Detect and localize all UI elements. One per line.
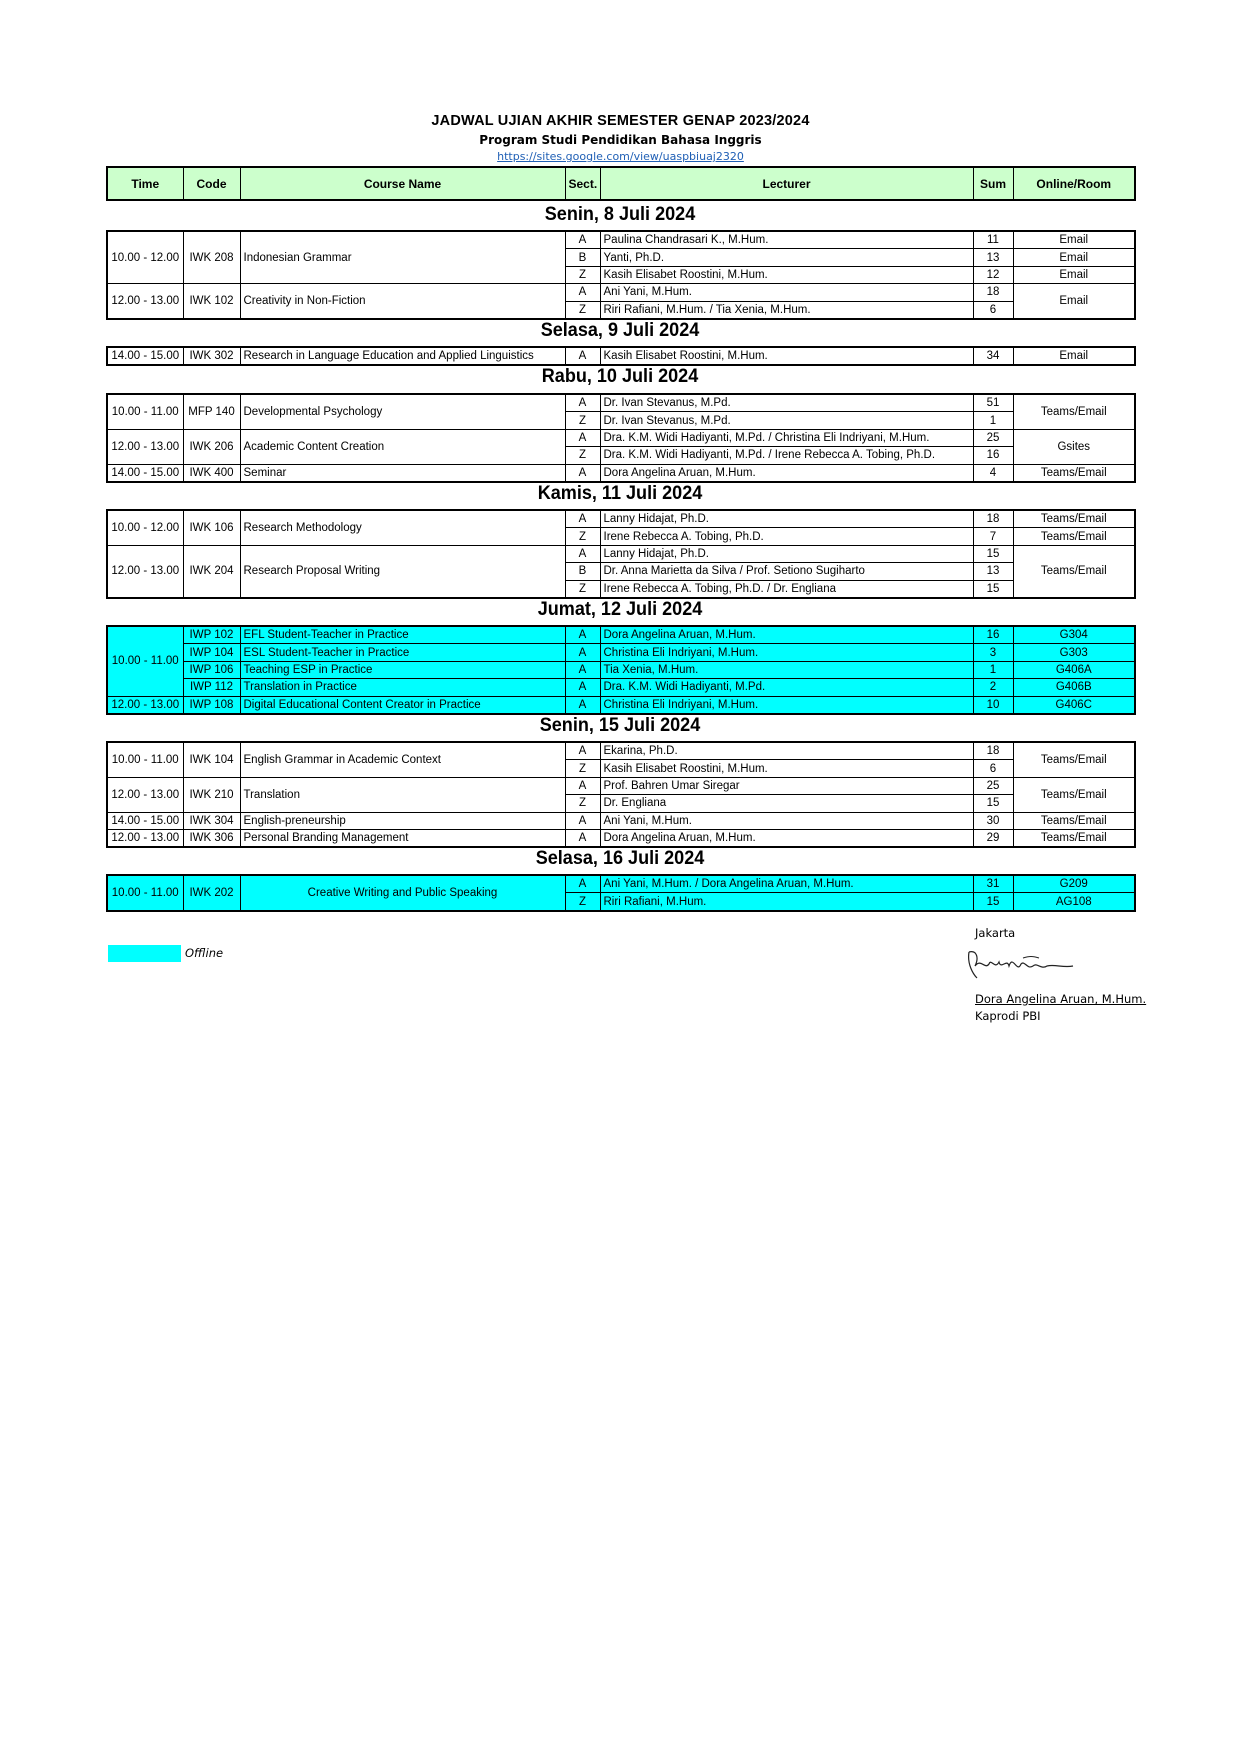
time-cell: 12.00 - 13.00 xyxy=(107,829,183,847)
room-cell: Teams/Email xyxy=(1013,464,1135,482)
code-cell: IWK 304 xyxy=(183,812,240,829)
room-cell: Teams/Email xyxy=(1013,742,1135,777)
sum-cell: 31 xyxy=(973,875,1013,893)
course-cell: Developmental Psychology xyxy=(240,394,565,429)
day-table xyxy=(106,625,1136,715)
lecturer-cell: Dora Angelina Aruan, M.Hum. xyxy=(600,626,973,644)
course-cell: Seminar xyxy=(240,464,565,482)
code-cell: IWP 108 xyxy=(183,696,240,714)
sum-cell: 16 xyxy=(973,447,1013,464)
sect-cell: B xyxy=(565,563,600,580)
table-row xyxy=(107,394,1135,412)
table-row xyxy=(107,626,1135,644)
sum-cell: 30 xyxy=(973,812,1013,829)
table-row xyxy=(107,231,1135,249)
table-row xyxy=(107,829,1135,847)
sum-cell: 34 xyxy=(973,347,1013,365)
sect-cell: A xyxy=(565,464,600,482)
time-cell: 10.00 - 11.00 xyxy=(107,875,183,911)
room-cell: G209 xyxy=(1013,875,1135,893)
table-row xyxy=(107,696,1135,714)
sect-cell: A xyxy=(565,696,600,714)
sum-cell: 1 xyxy=(973,412,1013,429)
table-row xyxy=(107,510,1135,528)
time-cell: 10.00 - 11.00 xyxy=(107,626,183,696)
time-cell: 14.00 - 15.00 xyxy=(107,812,183,829)
lecturer-cell: Ekarina, Ph.D. xyxy=(600,742,973,760)
col-time: Time xyxy=(107,167,183,200)
code-cell: IWK 204 xyxy=(183,545,240,598)
day-table xyxy=(106,741,1136,848)
lecturer-cell: Christina Eli Indriyani, M.Hum. xyxy=(600,696,973,714)
col-course: Course Name xyxy=(240,167,565,200)
sum-cell: 25 xyxy=(973,429,1013,446)
lecturer-cell: Ani Yani, M.Hum. xyxy=(600,812,973,829)
room-cell: Email xyxy=(1013,266,1135,283)
sum-cell: 13 xyxy=(973,249,1013,266)
legend-offline-swatch xyxy=(108,945,181,962)
sum-cell: 16 xyxy=(973,626,1013,644)
room-cell: G303 xyxy=(1013,644,1135,661)
room-cell: G406C xyxy=(1013,696,1135,714)
lecturer-cell: Kasih Elisabet Roostini, M.Hum. xyxy=(600,347,973,365)
code-cell: IWK 210 xyxy=(183,777,240,812)
room-cell: Teams/Email xyxy=(1013,528,1135,545)
sect-cell: A xyxy=(565,347,600,365)
day-heading: Selasa, 16 Juli 2024 xyxy=(535,848,705,869)
course-cell: Academic Content Creation xyxy=(240,429,565,464)
sum-cell: 15 xyxy=(973,893,1013,911)
sum-cell: 2 xyxy=(973,679,1013,696)
code-cell: IWK 306 xyxy=(183,829,240,847)
sect-cell: Z xyxy=(565,266,600,283)
sect-cell: Z xyxy=(565,301,600,319)
time-cell: 12.00 - 13.00 xyxy=(107,429,183,464)
page-title: JADWAL UJIAN AKHIR SEMESTER GENAP 2023/2024 xyxy=(431,113,810,129)
table-row xyxy=(107,464,1135,482)
time-cell: 12.00 - 13.00 xyxy=(107,696,183,714)
signature-name: Dora Angelina Aruan, M.Hum. xyxy=(975,992,1147,1006)
col-lecturer: Lecturer xyxy=(600,167,973,200)
time-cell: 10.00 - 12.00 xyxy=(107,510,183,545)
site-link[interactable]: https://sites.google.com/view/uaspbiuaj2320 xyxy=(497,150,744,163)
course-cell: Creative Writing and Public Speaking xyxy=(240,875,565,911)
lecturer-cell: Paulina Chandrasari K., M.Hum. xyxy=(600,231,973,249)
signature-city: Jakarta xyxy=(975,926,1016,940)
time-cell: 14.00 - 15.00 xyxy=(107,347,183,365)
page-subtitle: Program Studi Pendidikan Bahasa Inggris xyxy=(479,133,762,147)
sum-cell: 13 xyxy=(973,563,1013,580)
course-cell: Creativity in Non-Fiction xyxy=(240,284,565,319)
sect-cell: Z xyxy=(565,893,600,911)
sect-cell: B xyxy=(565,249,600,266)
sect-cell: A xyxy=(565,545,600,562)
sect-cell: A xyxy=(565,679,600,696)
room-cell: Email xyxy=(1013,231,1135,249)
code-cell: IWP 112 xyxy=(183,679,240,696)
col-room: Online/Room xyxy=(1013,167,1135,200)
lecturer-cell: Lanny Hidajat, Ph.D. xyxy=(600,510,973,528)
day-table xyxy=(106,393,1136,483)
room-cell: Teams/Email xyxy=(1013,394,1135,429)
sum-cell: 7 xyxy=(973,528,1013,545)
sum-cell: 51 xyxy=(973,394,1013,412)
sect-cell: A xyxy=(565,644,600,661)
lecturer-cell: Dr. Anna Marietta da Silva / Prof. Setiono Sugiharto xyxy=(600,563,973,580)
room-cell: AG108 xyxy=(1013,893,1135,911)
room-cell: G304 xyxy=(1013,626,1135,644)
lecturer-cell: Kasih Elisabet Roostini, M.Hum. xyxy=(600,760,973,777)
code-cell: IWK 206 xyxy=(183,429,240,464)
sect-cell: Z xyxy=(565,528,600,545)
column-header xyxy=(106,166,1136,201)
time-cell: 12.00 - 13.00 xyxy=(107,284,183,319)
sect-cell: A xyxy=(565,742,600,760)
room-cell: G406A xyxy=(1013,661,1135,678)
course-cell: Research Proposal Writing xyxy=(240,545,565,598)
time-cell: 10.00 - 11.00 xyxy=(107,394,183,429)
table-row xyxy=(107,429,1135,446)
room-cell: Gsites xyxy=(1013,429,1135,464)
sum-cell: 3 xyxy=(973,644,1013,661)
code-cell: IWP 102 xyxy=(183,626,240,644)
room-cell: G406B xyxy=(1013,679,1135,696)
code-cell: IWP 106 xyxy=(183,661,240,678)
table-row xyxy=(107,284,1135,301)
sect-cell: Z xyxy=(565,760,600,777)
course-cell: Translation xyxy=(240,777,565,812)
day-heading: Kamis, 11 Juli 2024 xyxy=(537,483,703,504)
col-code: Code xyxy=(183,167,240,200)
room-cell: Teams/Email xyxy=(1013,812,1135,829)
code-cell: IWK 208 xyxy=(183,231,240,284)
course-cell: English Grammar in Academic Context xyxy=(240,742,565,777)
sect-cell: A xyxy=(565,777,600,794)
sect-cell: A xyxy=(565,231,600,249)
time-cell: 10.00 - 12.00 xyxy=(107,231,183,284)
sum-cell: 15 xyxy=(973,580,1013,598)
course-cell: Research in Language Education and Applied Linguistics xyxy=(240,347,565,365)
course-cell: Indonesian Grammar xyxy=(240,231,565,284)
lecturer-cell: Ani Yani, M.Hum. xyxy=(600,284,973,301)
room-cell: Teams/Email xyxy=(1013,510,1135,528)
day-heading: Selasa, 9 Juli 2024 xyxy=(540,320,700,341)
sum-cell: 10 xyxy=(973,696,1013,714)
sect-cell: Z xyxy=(565,580,600,598)
day-heading: Senin, 15 Juli 2024 xyxy=(539,715,701,736)
lecturer-cell: Dra. K.M. Widi Hadiyanti, M.Pd. / Irene Rebecca A. Tobing, Ph.D. xyxy=(600,447,973,464)
room-cell: Email xyxy=(1013,284,1135,319)
lecturer-cell: Dra. K.M. Widi Hadiyanti, M.Pd. / Christina Eli Indriyani, M.Hum. xyxy=(600,429,973,446)
time-cell: 10.00 - 11.00 xyxy=(107,742,183,777)
lecturer-cell: Ani Yani, M.Hum. / Dora Angelina Aruan, M.Hum. xyxy=(600,875,973,893)
day-table xyxy=(106,346,1136,366)
lecturer-cell: Christina Eli Indriyani, M.Hum. xyxy=(600,644,973,661)
room-cell: Teams/Email xyxy=(1013,777,1135,812)
table-row xyxy=(107,347,1135,365)
time-cell: 12.00 - 13.00 xyxy=(107,545,183,598)
course-cell: Teaching ESP in Practice xyxy=(240,661,565,678)
code-cell: IWK 202 xyxy=(183,875,240,911)
sum-cell: 6 xyxy=(973,760,1013,777)
day-table xyxy=(106,509,1136,599)
code-cell: IWK 106 xyxy=(183,510,240,545)
sect-cell: A xyxy=(565,284,600,301)
course-cell: ESL Student-Teacher in Practice xyxy=(240,644,565,661)
code-cell: IWK 102 xyxy=(183,284,240,319)
course-cell: Translation in Practice xyxy=(240,679,565,696)
code-cell: IWK 302 xyxy=(183,347,240,365)
table-row xyxy=(107,545,1135,562)
sect-cell: A xyxy=(565,429,600,446)
day-heading: Jumat, 12 Juli 2024 xyxy=(537,599,703,620)
time-cell: 12.00 - 13.00 xyxy=(107,777,183,812)
sect-cell: Z xyxy=(565,795,600,812)
table-row xyxy=(107,777,1135,794)
lecturer-cell: Irene Rebecca A. Tobing, Ph.D. / Dr. Engliana xyxy=(600,580,973,598)
lecturer-cell: Dr. Engliana xyxy=(600,795,973,812)
lecturer-cell: Dr. Ivan Stevanus, M.Pd. xyxy=(600,394,973,412)
room-cell: Email xyxy=(1013,347,1135,365)
lecturer-cell: Dora Angelina Aruan, M.Hum. xyxy=(600,464,973,482)
code-cell: IWP 104 xyxy=(183,644,240,661)
sect-cell: A xyxy=(565,812,600,829)
sum-cell: 1 xyxy=(973,661,1013,678)
legend-offline-label: Offline xyxy=(185,946,224,960)
signature-image xyxy=(963,944,1083,984)
sum-cell: 15 xyxy=(973,795,1013,812)
lecturer-cell: Kasih Elisabet Roostini, M.Hum. xyxy=(600,266,973,283)
sum-cell: 18 xyxy=(973,510,1013,528)
sum-cell: 25 xyxy=(973,777,1013,794)
lecturer-cell: Dr. Ivan Stevanus, M.Pd. xyxy=(600,412,973,429)
sum-cell: 6 xyxy=(973,301,1013,319)
room-cell: Teams/Email xyxy=(1013,545,1135,598)
course-cell: Personal Branding Management xyxy=(240,829,565,847)
lecturer-cell: Yanti, Ph.D. xyxy=(600,249,973,266)
sect-cell: A xyxy=(565,626,600,644)
table-row xyxy=(107,644,1135,661)
lecturer-cell: Dra. K.M. Widi Hadiyanti, M.Pd. xyxy=(600,679,973,696)
day-table xyxy=(106,874,1136,912)
lecturer-cell: Riri Rafiani, M.Hum. / Tia Xenia, M.Hum. xyxy=(600,301,973,319)
day-table xyxy=(106,230,1136,320)
lecturer-cell: Riri Rafiani, M.Hum. xyxy=(600,893,973,911)
lecturer-cell: Dora Angelina Aruan, M.Hum. xyxy=(600,829,973,847)
table-row xyxy=(107,875,1135,893)
sect-cell: A xyxy=(565,661,600,678)
lecturer-cell: Prof. Bahren Umar Siregar xyxy=(600,777,973,794)
course-cell: Digital Educational Content Creator in Practice xyxy=(240,696,565,714)
signature-position: Kaprodi PBI xyxy=(975,1009,1041,1023)
sect-cell: A xyxy=(565,394,600,412)
lecturer-cell: Irene Rebecca A. Tobing, Ph.D. xyxy=(600,528,973,545)
code-cell: IWK 400 xyxy=(183,464,240,482)
course-cell: English-preneurship xyxy=(240,812,565,829)
table-row xyxy=(107,812,1135,829)
sum-cell: 12 xyxy=(973,266,1013,283)
sum-cell: 18 xyxy=(973,284,1013,301)
room-cell: Teams/Email xyxy=(1013,829,1135,847)
table-row xyxy=(107,742,1135,760)
sum-cell: 11 xyxy=(973,231,1013,249)
table-row xyxy=(107,679,1135,696)
sum-cell: 29 xyxy=(973,829,1013,847)
sect-cell: Z xyxy=(565,412,600,429)
lecturer-cell: Lanny Hidajat, Ph.D. xyxy=(600,545,973,562)
sect-cell: A xyxy=(565,829,600,847)
lecturer-cell: Tia Xenia, M.Hum. xyxy=(600,661,973,678)
sect-cell: A xyxy=(565,875,600,893)
sect-cell: Z xyxy=(565,447,600,464)
sum-cell: 15 xyxy=(973,545,1013,562)
col-sum: Sum xyxy=(973,167,1013,200)
table-row xyxy=(107,661,1135,678)
code-cell: IWK 104 xyxy=(183,742,240,777)
sum-cell: 4 xyxy=(973,464,1013,482)
col-sect: Sect. xyxy=(565,167,600,200)
sum-cell: 18 xyxy=(973,742,1013,760)
time-cell: 14.00 - 15.00 xyxy=(107,464,183,482)
course-cell: EFL Student-Teacher in Practice xyxy=(240,626,565,644)
course-cell: Research Methodology xyxy=(240,510,565,545)
room-cell: Email xyxy=(1013,249,1135,266)
code-cell: MFP 140 xyxy=(183,394,240,429)
sect-cell: A xyxy=(565,510,600,528)
day-heading: Senin, 8 Juli 2024 xyxy=(544,204,696,225)
day-heading: Rabu, 10 Juli 2024 xyxy=(541,366,699,387)
